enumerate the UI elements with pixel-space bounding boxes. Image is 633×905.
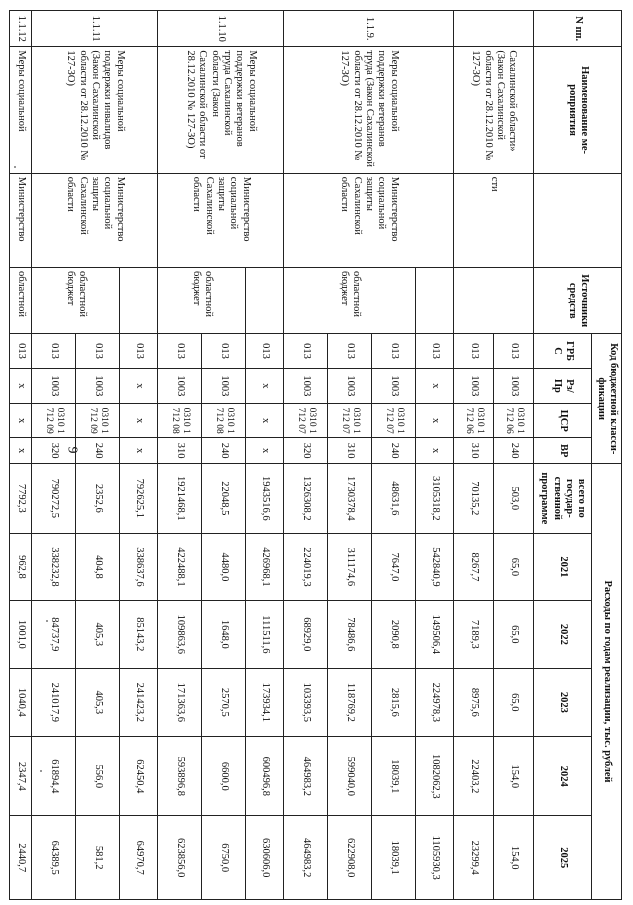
cell-executor: Министерство социальной защиты Сахалинской области xyxy=(284,173,454,267)
cell-total: 1730378,4 xyxy=(328,464,372,534)
table-row xyxy=(494,11,534,900)
cell-total: 1943516,6 xyxy=(246,464,284,534)
cell-no: 1.1.12 xyxy=(10,11,32,47)
cell-vr: 310 xyxy=(158,438,202,464)
cell-csr: 0310 1712 08 xyxy=(158,404,202,438)
header-year-2023: 2023 xyxy=(534,668,592,737)
cell-2022: 85143,2 xyxy=(120,601,158,668)
header-total-line3: ственной xyxy=(551,476,563,521)
scan-speck xyxy=(14,166,16,168)
cell-grbs: 013 xyxy=(10,334,32,368)
cell-total: 790272,5 xyxy=(32,464,76,534)
cell-grbs: 013 xyxy=(328,334,372,368)
cell-2024: 61894,4 xyxy=(32,737,76,816)
cell-rzpr: x xyxy=(120,368,158,403)
header-rzpr xyxy=(534,368,592,403)
cell-vr: 310 xyxy=(454,438,494,464)
cell-grbs: 013 xyxy=(372,334,416,368)
cell-name: Меры социальной поддержки инвалидов (Закон Сахалинской области от 28.12.2010 № 127-ЗО) xyxy=(32,47,158,173)
cell-2025: 154,0 xyxy=(494,816,534,900)
table-row xyxy=(416,11,454,900)
cell-no: 1.1.11 xyxy=(32,11,158,47)
header-code-line2: фикации xyxy=(595,377,607,421)
header-expenses-group: Расходы по годам реализации, тыс. рублей xyxy=(592,464,622,900)
cell-2022: 1001,0 xyxy=(10,601,32,668)
cell-2023: 2815,6 xyxy=(372,668,416,737)
cell-2025: 18039,1 xyxy=(372,816,416,900)
cell-2025: 1105930,3 xyxy=(416,816,454,900)
cell-grbs: 013 xyxy=(158,334,202,368)
cell-2024: 2347,4 xyxy=(10,737,32,816)
cell-executor: Министерство социальной защиты Сахалинской области xyxy=(32,173,158,267)
scan-speck xyxy=(40,770,42,772)
cell-2024: 62450,4 xyxy=(120,737,158,816)
cell-vr: 310 xyxy=(328,438,372,464)
cell-csr: 0310 1712 09 xyxy=(32,404,76,438)
cell-2023: 173934,1 xyxy=(246,668,284,737)
header-total-line1: всего по xyxy=(576,478,588,518)
cell-2025: 630606,0 xyxy=(246,816,284,900)
cell-2025: 623856,0 xyxy=(158,816,202,900)
cell-source-blank xyxy=(246,268,284,334)
cell-2023: 103393,5 xyxy=(284,668,328,737)
cell-2021: 8267,7 xyxy=(454,533,494,600)
cell-2022: 78486,6 xyxy=(328,601,372,668)
cell-2024: 600496,8 xyxy=(246,737,284,816)
scan-speck xyxy=(46,620,48,622)
cell-2021: 311174,6 xyxy=(328,533,372,600)
header-csr: ЦСР xyxy=(534,404,592,438)
cell-total: 792625,1 xyxy=(120,464,158,534)
cell-csr: 0310 1712 07 xyxy=(284,404,328,438)
cell-vr: x xyxy=(120,438,158,464)
cell-name: Меры социальной поддержки ветеранов труда (Закон Сахалинской области от 28.12.2010 № 127-ЗО) xyxy=(284,47,454,173)
cell-2022: 1648,0 xyxy=(202,601,246,668)
cell-executor: сти xyxy=(454,173,534,267)
cell-2021: 426968,1 xyxy=(246,533,284,600)
header-source: Источники средств xyxy=(534,268,622,334)
cell-2025: 622908,0 xyxy=(328,816,372,900)
header-name-line1: Наименование ме- xyxy=(579,66,590,155)
cell-grbs: 013 xyxy=(284,334,328,368)
cell-grbs: 013 xyxy=(454,334,494,368)
cell-2022: 2090,8 xyxy=(372,601,416,668)
cell-rzpr: 1003 xyxy=(454,368,494,403)
cell-vr: 240 xyxy=(372,438,416,464)
cell-total: 1921468,1 xyxy=(158,464,202,534)
header-rzpr-line1: Рз/ xyxy=(564,379,576,393)
cell-2021: 7647,0 xyxy=(372,533,416,600)
cell-csr: x xyxy=(246,404,284,438)
cell-2023: 171363,6 xyxy=(158,668,202,737)
cell-grbs: 013 xyxy=(120,334,158,368)
cell-csr: 0310 1712 09 xyxy=(76,404,120,438)
header-name-line2: роприятия xyxy=(566,84,578,136)
cell-2021: 338232,8 xyxy=(32,533,76,600)
cell-2025: 23299,4 xyxy=(454,816,494,900)
cell-2021: 404,8 xyxy=(76,533,120,600)
cell-2024: 556,0 xyxy=(76,737,120,816)
cell-grbs: 013 xyxy=(32,334,76,368)
table-row xyxy=(246,11,284,900)
expenses-table xyxy=(9,10,622,900)
cell-total: 7792,3 xyxy=(10,464,32,534)
cell-total: 3105318,2 xyxy=(416,464,454,534)
header-grbs xyxy=(534,334,592,368)
header-grbs-line2: С xyxy=(551,347,563,355)
cell-rzpr: 1003 xyxy=(372,368,416,403)
cell-executor: Министерство xyxy=(10,173,32,267)
cell-2022: 84737,9 xyxy=(32,601,76,668)
header-executor xyxy=(534,173,622,267)
cell-2023: 241017,9 xyxy=(32,668,76,737)
table-body xyxy=(10,11,534,900)
cell-2024: 593896,8 xyxy=(158,737,202,816)
cell-rzpr: 1003 xyxy=(32,368,76,403)
cell-vr: 240 xyxy=(494,438,534,464)
cell-2021: 542840,9 xyxy=(416,533,454,600)
header-name xyxy=(534,47,622,173)
cell-2025: 64389,5 xyxy=(32,816,76,900)
header-total-line4: программе xyxy=(539,472,551,525)
table-row xyxy=(10,11,32,900)
cell-total: 503,0 xyxy=(494,464,534,534)
cell-source: областной бюджет xyxy=(32,268,120,334)
cell-name: Меры социальной поддержки ветеранов труда Сахалинской области (Закон Сахалинской области от 28.12.2010 № 127-ЗО) xyxy=(158,47,284,173)
header-code-line1: Код бюджетной класси- xyxy=(608,343,619,455)
cell-csr: x xyxy=(120,404,158,438)
cell-source: областной xyxy=(10,268,32,334)
cell-no: 1.1.9. xyxy=(284,11,454,47)
cell-2022: 111511,6 xyxy=(246,601,284,668)
cell-rzpr: 1003 xyxy=(494,368,534,403)
cell-vr: 240 xyxy=(76,438,120,464)
cell-2021: 65,0 xyxy=(494,533,534,600)
cell-vr: 240 xyxy=(202,438,246,464)
cell-vr: 320 xyxy=(32,438,76,464)
cell-2024: 6600,0 xyxy=(202,737,246,816)
cell-2021: 224019,3 xyxy=(284,533,328,600)
header-year-2024: 2024 xyxy=(534,737,592,816)
cell-2021: 962,8 xyxy=(10,533,32,600)
cell-rzpr: 1003 xyxy=(158,368,202,403)
cell-2025: 6750,0 xyxy=(202,816,246,900)
cell-csr: x xyxy=(10,404,32,438)
cell-2023: 2570,5 xyxy=(202,668,246,737)
cell-grbs: 013 xyxy=(416,334,454,368)
cell-2023: 224978,3 xyxy=(416,668,454,737)
table-row xyxy=(120,11,158,900)
cell-grbs: 013 xyxy=(76,334,120,368)
cell-rzpr: x xyxy=(416,368,454,403)
cell-rzpr: 1003 xyxy=(76,368,120,403)
cell-total: 70135,2 xyxy=(454,464,494,534)
cell-source: областной бюджет xyxy=(284,268,416,334)
header-year-2021: 2021 xyxy=(534,533,592,600)
cell-rzpr: 1003 xyxy=(284,368,328,403)
cell-csr: 0310 1712 07 xyxy=(328,404,372,438)
cell-source xyxy=(454,268,534,334)
cell-vr: x xyxy=(246,438,284,464)
cell-csr: 0310 1712 07 xyxy=(372,404,416,438)
cell-2023: 405,3 xyxy=(76,668,120,737)
cell-rzpr: x xyxy=(10,368,32,403)
cell-total: 2352,6 xyxy=(76,464,120,534)
cell-vr: x xyxy=(10,438,32,464)
header-total xyxy=(534,464,592,534)
cell-2024: 599040,0 xyxy=(328,737,372,816)
cell-rzpr: 1003 xyxy=(328,368,372,403)
cell-2023: 8975,6 xyxy=(454,668,494,737)
cell-2024: 154,0 xyxy=(494,737,534,816)
cell-name: Меры социальной xyxy=(10,47,32,173)
cell-executor: Министерство социальной защиты Сахалинской области xyxy=(158,173,284,267)
cell-2021: 4480,0 xyxy=(202,533,246,600)
cell-2022: 149506,4 xyxy=(416,601,454,668)
cell-2022: 405,3 xyxy=(76,601,120,668)
cell-no xyxy=(454,11,534,47)
cell-grbs: 013 xyxy=(202,334,246,368)
cell-2024: 1082062,3 xyxy=(416,737,454,816)
cell-2025: 64970,7 xyxy=(120,816,158,900)
cell-source-blank xyxy=(120,268,158,334)
header-grbs-line1: ГРБ xyxy=(564,341,576,362)
cell-2023: 65,0 xyxy=(494,668,534,737)
cell-2024: 22403,2 xyxy=(454,737,494,816)
cell-total: 22048,5 xyxy=(202,464,246,534)
cell-2025: 2440,7 xyxy=(10,816,32,900)
cell-csr: 0310 1712 06 xyxy=(454,404,494,438)
page-number: 9 xyxy=(64,446,80,454)
cell-2024: 464983,2 xyxy=(284,737,328,816)
cell-2023: 118769,2 xyxy=(328,668,372,737)
cell-rzpr: x xyxy=(246,368,284,403)
cell-source: областной бюджет xyxy=(158,268,246,334)
cell-source-blank xyxy=(416,268,454,334)
header-code-group xyxy=(592,334,622,464)
cell-2023: 1040,4 xyxy=(10,668,32,737)
cell-2022: 68929,0 xyxy=(284,601,328,668)
cell-2025: 581,2 xyxy=(76,816,120,900)
cell-rzpr: 1003 xyxy=(202,368,246,403)
cell-no: 1.1.10 xyxy=(158,11,284,47)
cell-grbs: 013 xyxy=(494,334,534,368)
rotated-table-area xyxy=(15,10,622,900)
header-year-2022: 2022 xyxy=(534,601,592,668)
cell-total: 48631,6 xyxy=(372,464,416,534)
header-total-line2: государ- xyxy=(564,478,576,518)
header-year-2025: 2025 xyxy=(534,816,592,900)
cell-csr: 0310 1712 08 xyxy=(202,404,246,438)
cell-2025: 464983,2 xyxy=(284,816,328,900)
cell-csr: 0310 1712 06 xyxy=(494,404,534,438)
cell-2021: 338637,6 xyxy=(120,533,158,600)
header-rzpr-line2: Пр xyxy=(551,378,563,393)
cell-2022: 65,0 xyxy=(494,601,534,668)
header-vr: ВР xyxy=(534,438,592,464)
cell-vr: x xyxy=(416,438,454,464)
cell-grbs: 013 xyxy=(246,334,284,368)
cell-vr: 320 xyxy=(284,438,328,464)
cell-total: 1326308,2 xyxy=(284,464,328,534)
cell-2021: 422488,1 xyxy=(158,533,202,600)
cell-2022: 7189,3 xyxy=(454,601,494,668)
cell-name: Сахалинской области» (Закон Сахалинской области от 28.12.2010 № 127-ЗО) xyxy=(454,47,534,173)
cell-2023: 241423,2 xyxy=(120,668,158,737)
header-no: N пп. xyxy=(534,11,622,47)
cell-csr: x xyxy=(416,404,454,438)
cell-2022: 109863,6 xyxy=(158,601,202,668)
cell-2024: 18039,1 xyxy=(372,737,416,816)
